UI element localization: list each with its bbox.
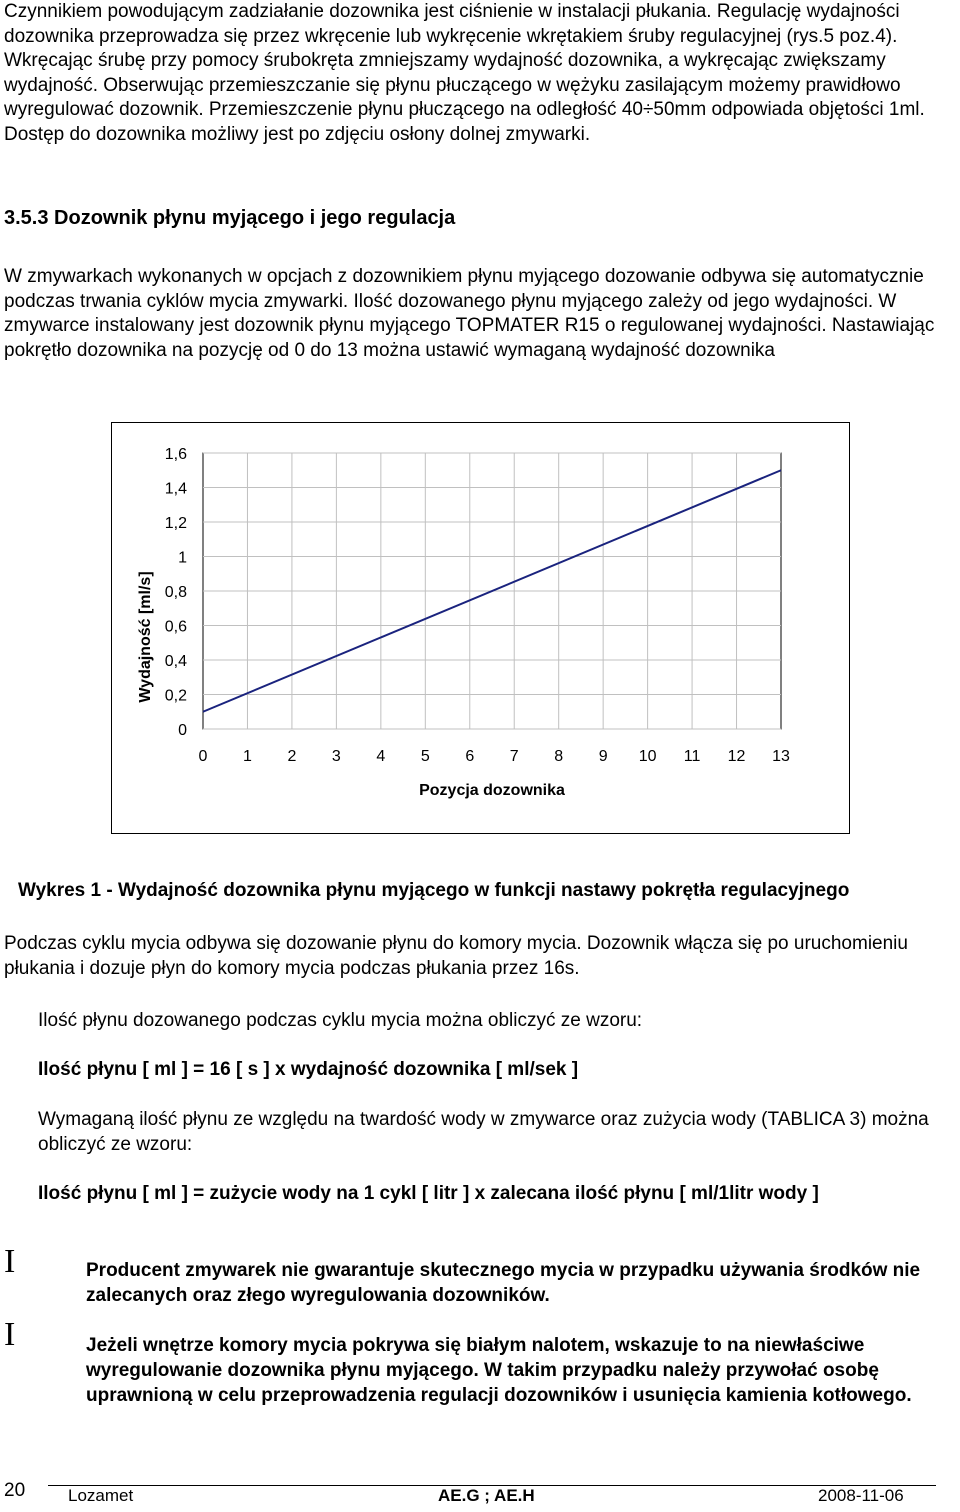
page-number: 20 bbox=[4, 1480, 26, 1501]
formula-2: Ilość płynu [ ml ] = zużycie wody na 1 cykl [ litr ] x zalecana ilość płynu [ ml/1litr wody ] bbox=[38, 1183, 819, 1204]
chart bbox=[112, 423, 849, 833]
y-tick-label: 0,8 bbox=[164, 584, 187, 601]
x-tick-label: 10 bbox=[638, 748, 657, 765]
x-tick-label: 6 bbox=[465, 748, 475, 765]
chart-caption: Wykres 1 - Wydajność dozownika płynu myjącego w funkcji nastawy pokrętła regulacyjnego bbox=[18, 880, 850, 901]
y-tick-label: 1,4 bbox=[164, 480, 187, 498]
x-tick-label: 13 bbox=[772, 748, 790, 765]
x-tick-label: 9 bbox=[598, 748, 608, 765]
intro-paragraph: Czynnikiem powodującym zadziałanie dozownika jest ciśnienie w instalacji płukania. Regulację wydajności dozownika przeprowadza się przez wkręcenie lub wykręcenie wkrętakiem śruby regulacyjnej (rys.5 poz.4). Wkręcając śrubę przy pomocy śrubokręta zmniejszamy wydajność dozownika, a wykręcając zwiększamy wydajność. Obserwując przemieszczanie się płynu płuczącego w wężyku zasilającym możemy prawidłowo wyregulować dozownik. Przemieszczenie płynu płuczącego na odległość 40÷50mm odpowiada objętości 1ml. Dostęp do dozownika możliwy jest po zdjęciu osłony dolnej zmywarki. bbox=[4, 1, 925, 145]
x-tick-label: 0 bbox=[198, 748, 208, 765]
x-tick-label: 8 bbox=[554, 748, 564, 765]
y-tick-label: 0 bbox=[178, 722, 187, 739]
y-tick-label: 1,2 bbox=[164, 515, 187, 532]
warning-text-2: Jeżeli wnętrze komory mycia pokrywa się białym nalotem, wskazuje to na niewłaściwe wyregulowanie dozownika płynu myjącego. W takim przypadku należy przywołać osobę uprawnioną w celu przeprowadzenia regulacji dozowników i usunięcia kamienia kotłowego. bbox=[86, 1335, 912, 1406]
formula-2-intro: Wymaganą ilość płynu ze względu na twardość wody w zmywarce oraz zużycia wody (TABLICA 3) można obliczyć ze wzoru: bbox=[38, 1109, 929, 1155]
x-tick-label: 1 bbox=[243, 748, 252, 765]
y-tick-label: 0,6 bbox=[164, 618, 187, 636]
chart-frame bbox=[111, 422, 850, 834]
x-tick-label: 11 bbox=[683, 748, 701, 765]
y-tick-label: 0,4 bbox=[164, 653, 187, 670]
warning-icon: I bbox=[4, 1243, 16, 1280]
section-paragraph: W zmywarkach wykonanych w opcjach z dozownikiem płynu myjącego dozowanie odbywa się automatycznie podczas trwania cyklów mycia zmywarki. Ilość dozowanego płynu myjącego zależy od jego wydajności. W zmywarce instalowany jest dozownik płynu myjącego TOPMATER R15 o regulowanej wydajności. Nastawiając pokrętło dozownika na pozycję od 0 do 13 można ustawić wymaganą wydajność dozownika bbox=[4, 266, 935, 361]
x-tick-label: 5 bbox=[420, 748, 430, 765]
warning-icon: I bbox=[4, 1316, 16, 1353]
x-tick-label: 3 bbox=[331, 748, 341, 765]
warning-text-1: Producent zmywarek nie gwarantuje skutecznego mycia w przypadku używania środków nie zalecanych oraz złego wyregulowania dozowników. bbox=[86, 1260, 921, 1306]
section-heading: 3.5.3 Dozownik płynu myjącego i jego regulacja bbox=[4, 207, 456, 229]
y-tick-label: 1 bbox=[178, 549, 187, 567]
footer-company: Lozamet bbox=[68, 1486, 134, 1505]
footer-model: AE.G ; AE.H bbox=[438, 1486, 535, 1505]
x-tick-label: 4 bbox=[376, 748, 386, 765]
y-tick-label: 0,2 bbox=[164, 687, 187, 705]
cycle-paragraph: Podczas cyklu mycia odbywa się dozowanie płynu do komory mycia. Dozownik włącza się po uruchomieniu płukania i dozuje płyn do komory mycia podczas płukania przez 16s. bbox=[4, 933, 908, 979]
x-tick-label: 7 bbox=[509, 748, 519, 765]
formula-intro: Ilość płynu dozowanego podczas cyklu mycia można obliczyć ze wzoru: bbox=[38, 1010, 643, 1031]
x-tick-label: 2 bbox=[287, 748, 297, 765]
x-axis-title: Pozycja dozownika bbox=[419, 782, 565, 799]
formula-1: Ilość płynu [ ml ] = 16 [ s ] x wydajność dozownika [ ml/sek ] bbox=[38, 1059, 579, 1080]
y-axis-title: Wydajność [ml/s] bbox=[137, 571, 154, 703]
y-tick-label: 1,6 bbox=[164, 446, 187, 463]
x-tick-label: 12 bbox=[727, 748, 746, 765]
footer-date: 2008-11-06 bbox=[818, 1486, 904, 1505]
